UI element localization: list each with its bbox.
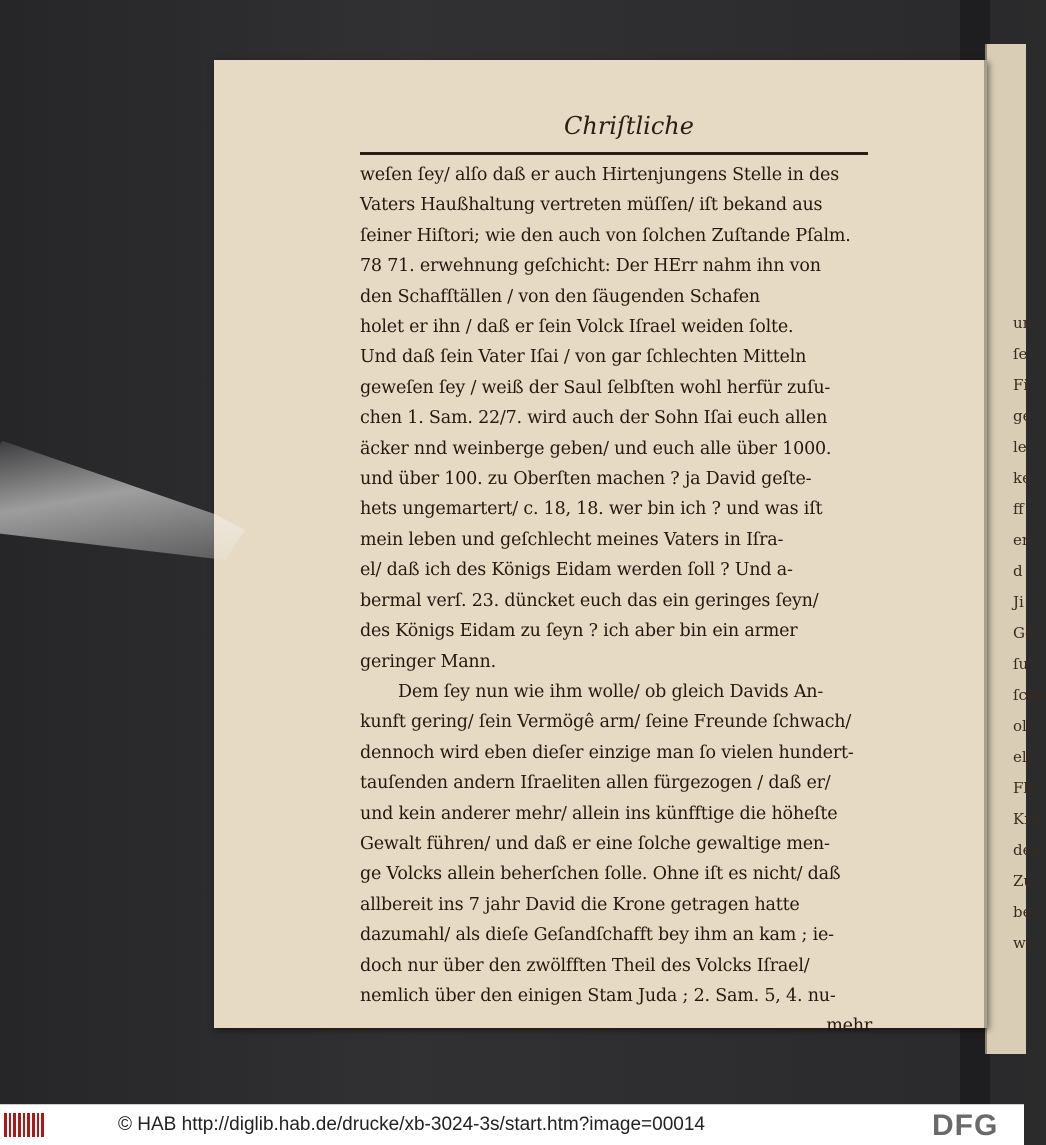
header-rule <box>360 152 868 155</box>
text-line: Und daß ſein Vater Iſai / von gar ſchlechten Mitteln <box>360 347 807 368</box>
adjacent-page-fragment: ff <box>1013 500 1024 518</box>
text-line: Dem ſey nun wie ihm wolle/ ob gleich Davids An- <box>398 681 824 702</box>
adjacent-page-fragment: ſu <box>1013 655 1029 673</box>
adjacent-page-fragment: un <box>1013 314 1033 332</box>
adjacent-page-fragment: ge <box>1013 407 1032 425</box>
page-body-text <box>360 160 872 1042</box>
text-line: dazumahl/ als dieſe Geſandſchafft bey ihm an kam ; ie- <box>360 925 834 946</box>
running-head: Chriſtliche <box>564 112 694 140</box>
text-line: und kein anderer mehr/ allein ins künfftige die höheſte <box>360 803 838 824</box>
adjacent-page-fragment: Fi <box>1013 376 1029 394</box>
text-line: mein leben und geſchlecht meines Vaters in Iſra- <box>360 529 784 550</box>
text-line: geweſen ſey / weiß der Saul ſelbſten wohl herfür zuſu- <box>360 377 831 398</box>
adjacent-page-fragment: ols <box>1013 717 1035 735</box>
adjacent-page-fragment: Fle <box>1013 779 1038 797</box>
text-line: ſeiner Hiſtori; wie den auch von ſolchen Zuſtande Pſalm. <box>360 225 851 246</box>
text-line: tauſenden andern Iſraeliten allen fürgezogen / daß er/ <box>360 773 831 794</box>
adjacent-page-fragment: ſche <box>1013 686 1046 704</box>
text-line: weſen ſey/ alſo daß er auch Hirtenjungens Stelle in des <box>360 165 839 185</box>
adjacent-page-fragment: ſe <box>1013 345 1028 363</box>
copyright-url[interactable]: © HAB http://diglib.hab.de/drucke/xb-3024-3s/start.htm?image=00014 <box>118 1114 705 1135</box>
text-line: Gewalt führen/ und daß er eine ſolche gewaltige men- <box>360 833 830 854</box>
text-line: ge Volcks allein beherſchen ſolle. Ohne iſt es nicht/ daß <box>360 864 841 885</box>
text-line: 78 71. erwehnung geſchicht: Der HErr nahm ihn von <box>360 256 821 277</box>
viewer-footer <box>0 1104 1024 1145</box>
text-line: den Schafſtällen / von den ſäugenden Schafen <box>360 286 760 307</box>
text-line: holet er ihn / daß er ſein Volck Iſrael weiden ſolte. <box>360 317 794 338</box>
adjacent-page-fragment: den <box>1013 841 1042 859</box>
text-line: Vaters Haußhaltung vertreten müſſen/ iſt bekand aus <box>360 195 823 216</box>
adjacent-page-fragment: Kre <box>1013 810 1041 828</box>
adjacent-page-fragment: Zu <box>1013 872 1034 890</box>
catchword: mehr <box>826 1016 872 1037</box>
text-line: hets ungemartert/ c. 18, 18. wer bin ich ? und was iſt <box>360 499 823 520</box>
text-line: äcker nnd weinberge geben/ und euch alle über 1000. <box>360 438 832 459</box>
adjacent-page <box>985 44 1046 1054</box>
adjacent-page-fragment: wo <box>1013 934 1035 952</box>
barcode-icon <box>4 1113 44 1137</box>
text-line: doch nur über den zwölfften Theil des Volcks Iſrael/ <box>360 955 810 976</box>
text-line: geringer Mann. <box>360 651 496 672</box>
text-line: allbereit ins 7 jahr David die Krone getragen hatte <box>360 894 800 915</box>
adjacent-page-fragment: elt <box>1013 748 1033 766</box>
adjacent-page-fragment: ke <box>1013 469 1031 487</box>
text-line: und über 100. zu Oberſten machen ? ja David geſte- <box>360 469 812 490</box>
text-line: bermal verſ. 23. düncket euch das ein geringes ſeyn/ <box>360 590 819 611</box>
text-line: dennoch wird eben dieſer einzige man ſo vielen hundert- <box>360 742 854 763</box>
adjacent-page-fragment: le <box>1013 438 1027 456</box>
text-line: kunft gering/ ſein Vermögê arm/ ſeine Freunde ſchwach/ <box>360 712 852 733</box>
dfg-logo: DFG <box>932 1109 999 1142</box>
text-line: chen 1. Sam. 22/7. wird auch der Sohn Iſai euch allen <box>360 408 828 429</box>
adjacent-page-fragment: Ge <box>1013 624 1034 642</box>
adjacent-page-fragment: Ji <box>1013 593 1024 611</box>
text-line: el/ daß ich des Königs Eidam werden ſoll ? Und a- <box>360 560 793 581</box>
text-line: des Königs Eidam zu ſeyn ? ich aber bin ein armer <box>360 621 798 642</box>
text-line: nemlich über den einigen Stam Juda ; 2. Sam. 5, 4. nu- <box>360 985 836 1006</box>
adjacent-page-fragment: en <box>1013 531 1032 549</box>
adjacent-page-fragment: bei <box>1013 903 1037 921</box>
adjacent-page-fragment: d <box>1013 562 1023 580</box>
